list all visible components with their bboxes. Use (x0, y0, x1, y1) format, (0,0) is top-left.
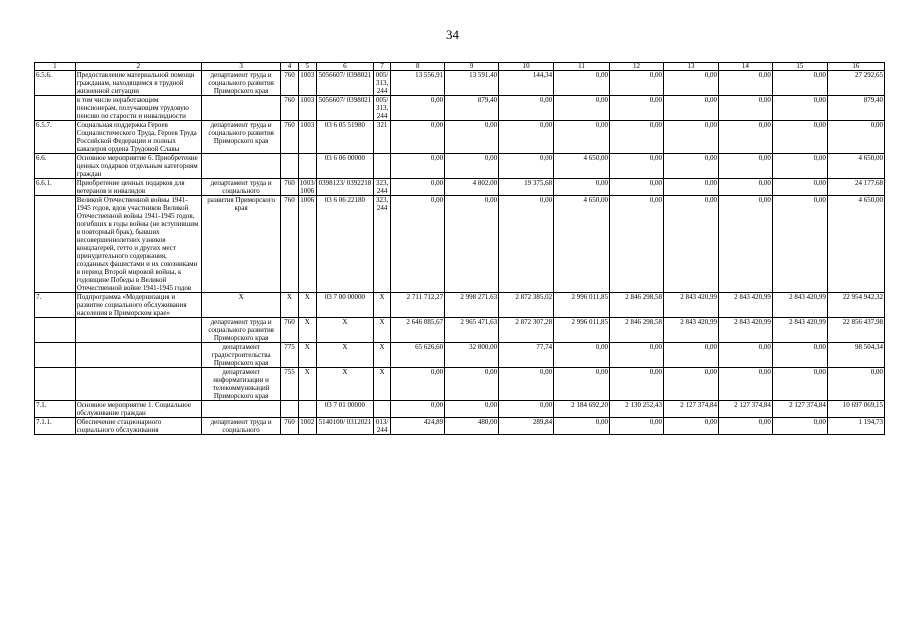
item-number: 6.5.6. (35, 71, 76, 96)
amount-col-9: 32 800,00 (445, 343, 499, 368)
table-row (35, 121, 885, 154)
column-header: 2 (75, 63, 201, 71)
amount-col-14: 0,00 (718, 154, 772, 179)
amount-col-11: 4 650,00 (554, 154, 610, 179)
expense-type: X (373, 293, 390, 318)
amount-col-11: 2 996 011,85 (554, 318, 610, 343)
item-number: 6.6.1. (35, 179, 76, 196)
amount-col-8: 424,89 (391, 418, 445, 435)
executor (201, 154, 280, 179)
expense-type: 005/ 313, 244 (373, 96, 390, 121)
column-header: 14 (718, 63, 772, 71)
item-number: 7. (35, 293, 76, 318)
target-article: 0398123/ 0392218 (316, 179, 373, 196)
table-row (35, 293, 885, 318)
column-header: 11 (554, 63, 610, 71)
amount-col-10: 144,34 (499, 71, 554, 96)
amount-col-8: 0,00 (391, 96, 445, 121)
table-row (35, 71, 885, 96)
amount-col-9: 0,00 (445, 196, 499, 293)
item-number: 7.1. (35, 401, 76, 418)
executor: департамент труда и социального (201, 418, 280, 435)
table-row (35, 343, 885, 368)
amount-col-12: 2 130 252,43 (610, 401, 664, 418)
item-name: Основное мероприятие 6. Приобретение ценных подарков отдельным категориям граждан (75, 154, 201, 179)
grbs-code (281, 154, 298, 179)
executor: департамент информатизации и телекоммуникаций Приморского края (201, 368, 280, 401)
amount-col-12: 0,00 (610, 418, 664, 435)
amount-col-11: 0,00 (554, 368, 610, 401)
item-name: Обеспечение стационарного социального обслуживания (75, 418, 201, 435)
item-name: Приобретение ценных подарков для ветеранов и инвалидов (75, 179, 201, 196)
grbs-code: 755 (281, 368, 298, 401)
amount-col-13: 0,00 (663, 196, 718, 293)
column-header: 7 (373, 63, 390, 71)
executor: департамент труда и социального (201, 179, 280, 196)
section-code: X (298, 343, 316, 368)
page-number: 34 (446, 27, 459, 42)
amount-col-14: 0,00 (718, 343, 772, 368)
amount-col-11: 0,00 (554, 343, 610, 368)
column-header: 3 (201, 63, 280, 71)
table-row (35, 401, 885, 418)
expense-type (373, 401, 390, 418)
amount-col-13: 0,00 (663, 121, 718, 154)
item-name (75, 343, 201, 368)
grbs-code: 775 (281, 343, 298, 368)
expense-type: X (373, 318, 390, 343)
expense-type: 323, 244 (373, 179, 390, 196)
amount-col-13: 0,00 (663, 368, 718, 401)
amount-col-15: 0,00 (772, 179, 827, 196)
section-code: X (298, 318, 316, 343)
amount-col-15: 2 127 374,84 (772, 401, 827, 418)
amount-total: 24 177,68 (827, 179, 884, 196)
amount-total: 98 504,34 (827, 343, 884, 368)
item-name (75, 368, 201, 401)
amount-col-14: 2 127 374,84 (718, 401, 772, 418)
target-article: 5056607/ 0398021 (316, 71, 373, 96)
amount-col-9: 4 802,00 (445, 179, 499, 196)
table-row (35, 368, 885, 401)
amount-col-13: 2 843 420,99 (663, 318, 718, 343)
amount-col-11: 0,00 (554, 71, 610, 96)
column-header: 12 (610, 63, 664, 71)
expense-type: 321 (373, 121, 390, 154)
expense-type: X (373, 343, 390, 368)
table-row (35, 179, 885, 196)
section-code: 1003 (298, 121, 316, 154)
section-code (298, 154, 316, 179)
target-article: 03 6 05 51980 (316, 121, 373, 154)
amount-col-12: 2 846 298,58 (610, 318, 664, 343)
executor: X (201, 293, 280, 318)
item-name (75, 318, 201, 343)
target-article: 03 7 00 00000 (316, 293, 373, 318)
grbs-code (281, 401, 298, 418)
amount-col-8: 65 626,60 (391, 343, 445, 368)
amount-col-8: 2 646 085,67 (391, 318, 445, 343)
column-header: 6 (316, 63, 373, 71)
executor (201, 96, 280, 121)
column-header: 10 (499, 63, 554, 71)
item-number: 6.5.7. (35, 121, 76, 154)
grbs-code: 760 (281, 418, 298, 435)
amount-col-9: 0,00 (445, 121, 499, 154)
amount-col-9: 13 591,40 (445, 71, 499, 96)
amount-col-13: 0,00 (663, 154, 718, 179)
amount-col-13: 0,00 (663, 343, 718, 368)
item-number: 7.1.1. (35, 418, 76, 435)
section-code: X (298, 368, 316, 401)
grbs-code: 760 (281, 196, 298, 293)
grbs-code: X (281, 293, 298, 318)
item-name: в том числе неработающим пенсионерам, получающим трудовую пенсию по старости и инвалидности (75, 96, 201, 121)
amount-col-15: 2 843 420,99 (772, 318, 827, 343)
amount-col-9: 0,00 (445, 368, 499, 401)
table-row (35, 96, 885, 121)
amount-col-15: 0,00 (772, 196, 827, 293)
budget-table (34, 62, 885, 435)
amount-total: 27 292,65 (827, 71, 884, 96)
target-article: 03 7 01 00000 (316, 401, 373, 418)
amount-col-14: 0,00 (718, 196, 772, 293)
amount-total: 4 650,00 (827, 196, 884, 293)
section-code: 1002 (298, 418, 316, 435)
amount-col-9: 480,00 (445, 418, 499, 435)
amount-total: 0,00 (827, 368, 884, 401)
amount-col-8: 2 711 712,27 (391, 293, 445, 318)
column-header: 5 (298, 63, 316, 71)
item-name: Основное мероприятие 1. Социальное обслуживание граждан (75, 401, 201, 418)
executor: департамент труда и социального развития Приморского края (201, 71, 280, 96)
expense-type: X (373, 368, 390, 401)
amount-col-15: 0,00 (772, 418, 827, 435)
amount-col-8: 0,00 (391, 368, 445, 401)
amount-total: 10 697 069,15 (827, 401, 884, 418)
grbs-code: 760 (281, 121, 298, 154)
amount-col-8: 13 556,91 (391, 71, 445, 96)
amount-col-8: 0,00 (391, 121, 445, 154)
amount-col-11: 0,00 (554, 418, 610, 435)
target-article: X (316, 318, 373, 343)
amount-col-13: 2 843 420,99 (663, 293, 718, 318)
amount-col-12: 0,00 (610, 154, 664, 179)
grbs-code: 760 (281, 71, 298, 96)
amount-col-11: 0,00 (554, 121, 610, 154)
amount-col-13: 0,00 (663, 418, 718, 435)
expense-type: 013/ 244 (373, 418, 390, 435)
amount-col-10: 77,74 (499, 343, 554, 368)
item-name: Социальная поддержка Героев Социалистического Труда, Героев Труда Российской Федерации и полных кавалеров ордена Трудовой Славы (75, 121, 201, 154)
amount-col-15: 0,00 (772, 121, 827, 154)
executor (201, 401, 280, 418)
table-row (35, 318, 885, 343)
amount-total: 22 856 437,98 (827, 318, 884, 343)
amount-col-15: 0,00 (772, 368, 827, 401)
column-header: 16 (827, 63, 884, 71)
section-code: 1003 (298, 71, 316, 96)
amount-col-10: 2 872 385,02 (499, 293, 554, 318)
amount-col-12: 0,00 (610, 71, 664, 96)
item-number: 6.6. (35, 154, 76, 179)
amount-col-12: 0,00 (610, 121, 664, 154)
amount-total: 0,00 (827, 121, 884, 154)
column-header: 8 (391, 63, 445, 71)
executor: департамент труда и социального развития Приморского края (201, 121, 280, 154)
amount-col-9: 0,00 (445, 154, 499, 179)
amount-col-12: 2 846 298,58 (610, 293, 664, 318)
amount-total: 4 650,00 (827, 154, 884, 179)
amount-col-15: 0,00 (772, 343, 827, 368)
amount-col-15: 0,00 (772, 154, 827, 179)
amount-col-11: 2 996 011,85 (554, 293, 610, 318)
executor: развития Приморского края (201, 196, 280, 293)
amount-col-13: 0,00 (663, 96, 718, 121)
amount-col-10: 0,00 (499, 368, 554, 401)
target-article: 5056607/ 0398021 (316, 96, 373, 121)
target-article: 03 6 06 00000 (316, 154, 373, 179)
amount-col-12: 0,00 (610, 179, 664, 196)
amount-col-15: 0,00 (772, 71, 827, 96)
section-code: 1003/ 1006 (299, 179, 316, 195)
amount-col-10: 0,00 (499, 121, 554, 154)
item-number (35, 343, 76, 368)
grbs-code: 760 (281, 318, 298, 343)
table-row (35, 196, 885, 293)
item-name: Предоставление материальной помощи гражданам, находящимся в трудной жизненной ситуации (75, 71, 201, 96)
column-header: 4 (281, 63, 298, 71)
section-code (298, 401, 316, 418)
amount-col-10: 289,84 (499, 418, 554, 435)
amount-col-14: 0,00 (718, 179, 772, 196)
amount-total: 1 194,73 (827, 418, 884, 435)
amount-col-13: 0,00 (663, 71, 718, 96)
column-header: 15 (772, 63, 827, 71)
grbs-code: 760 (281, 179, 298, 196)
amount-col-11: 0,00 (554, 96, 610, 121)
expense-type: 323, 244 (373, 196, 390, 293)
column-header: 13 (663, 63, 718, 71)
grbs-code: 760 (281, 96, 298, 121)
amount-col-8: 0,00 (391, 154, 445, 179)
amount-col-14: 2 843 420,99 (718, 293, 772, 318)
item-number (35, 96, 76, 121)
amount-col-10: 0,00 (499, 96, 554, 121)
header-row (35, 63, 885, 71)
table-row (35, 154, 885, 179)
item-name: Великой Отечественной войны 1941-1945 годов, вдов участников Великой Отечественной войны 1941-1945 годов, погибших в годы войны (не вступившим в повторный брак), бывших несовершеннолетних узников концлагерей, гетто и других мест принудительного содержания, созданных фашистами и их союзниками в период Второй мировой войны, к годовщине Победы в Великой Отечественной войне 1941-1945 годов (75, 196, 201, 293)
amount-col-14: 0,00 (718, 96, 772, 121)
amount-col-10: 19 375,68 (499, 179, 554, 196)
amount-col-12: 0,00 (610, 196, 664, 293)
amount-total: 22 954 942,32 (827, 293, 884, 318)
executor: департамент труда и социального развития Приморского края (201, 318, 280, 343)
amount-total: 879,40 (827, 96, 884, 121)
amount-col-11: 0,00 (554, 179, 610, 196)
amount-col-15: 2 843 420,99 (772, 293, 827, 318)
section-code: 1003 (298, 96, 316, 121)
target-article: 5140100/ 0312021 (316, 418, 373, 435)
expense-type: 005/ 313, 244 (373, 71, 390, 96)
executor: департамент градостроительства Приморского края (201, 343, 280, 368)
item-number (35, 196, 76, 293)
amount-col-9: 2 965 471,63 (445, 318, 499, 343)
amount-col-10: 0,00 (499, 154, 554, 179)
column-header: 1 (35, 63, 76, 71)
amount-col-11: 4 650,00 (554, 196, 610, 293)
amount-col-13: 2 127 374,84 (663, 401, 718, 418)
amount-col-12: 0,00 (610, 96, 664, 121)
amount-col-14: 0,00 (718, 71, 772, 96)
amount-col-12: 0,00 (610, 343, 664, 368)
target-article: X (316, 368, 373, 401)
item-name: Подпрограмма «Модернизация и развитие социального обслуживания населения в Приморском крае» (75, 293, 201, 318)
target-article: X (316, 343, 373, 368)
amount-col-8: 0,00 (391, 196, 445, 293)
section-code: X (298, 293, 316, 318)
amount-col-8: 0,00 (391, 179, 445, 196)
amount-col-14: 0,00 (718, 368, 772, 401)
item-number (35, 318, 76, 343)
amount-col-14: 0,00 (718, 418, 772, 435)
amount-col-15: 0,00 (772, 96, 827, 121)
amount-col-13: 0,00 (663, 179, 718, 196)
expense-type (373, 154, 390, 179)
column-header: 9 (445, 63, 499, 71)
amount-col-9: 0,00 (445, 401, 499, 418)
amount-col-14: 0,00 (718, 121, 772, 154)
amount-col-10: 0,00 (499, 401, 554, 418)
amount-col-12: 0,00 (610, 368, 664, 401)
item-number (35, 368, 76, 401)
amount-col-11: 2 184 692,20 (554, 401, 610, 418)
amount-col-8: 0,00 (391, 401, 445, 418)
amount-col-9: 2 998 271,63 (445, 293, 499, 318)
target-article: 03 6 06 22180 (316, 196, 373, 293)
amount-col-14: 2 843 420,99 (718, 318, 772, 343)
amount-col-10: 0,00 (499, 196, 554, 293)
amount-col-10: 2 872 307,28 (499, 318, 554, 343)
table-row (35, 418, 885, 435)
amount-col-9: 879,40 (445, 96, 499, 121)
section-code: 1006 (298, 196, 316, 293)
